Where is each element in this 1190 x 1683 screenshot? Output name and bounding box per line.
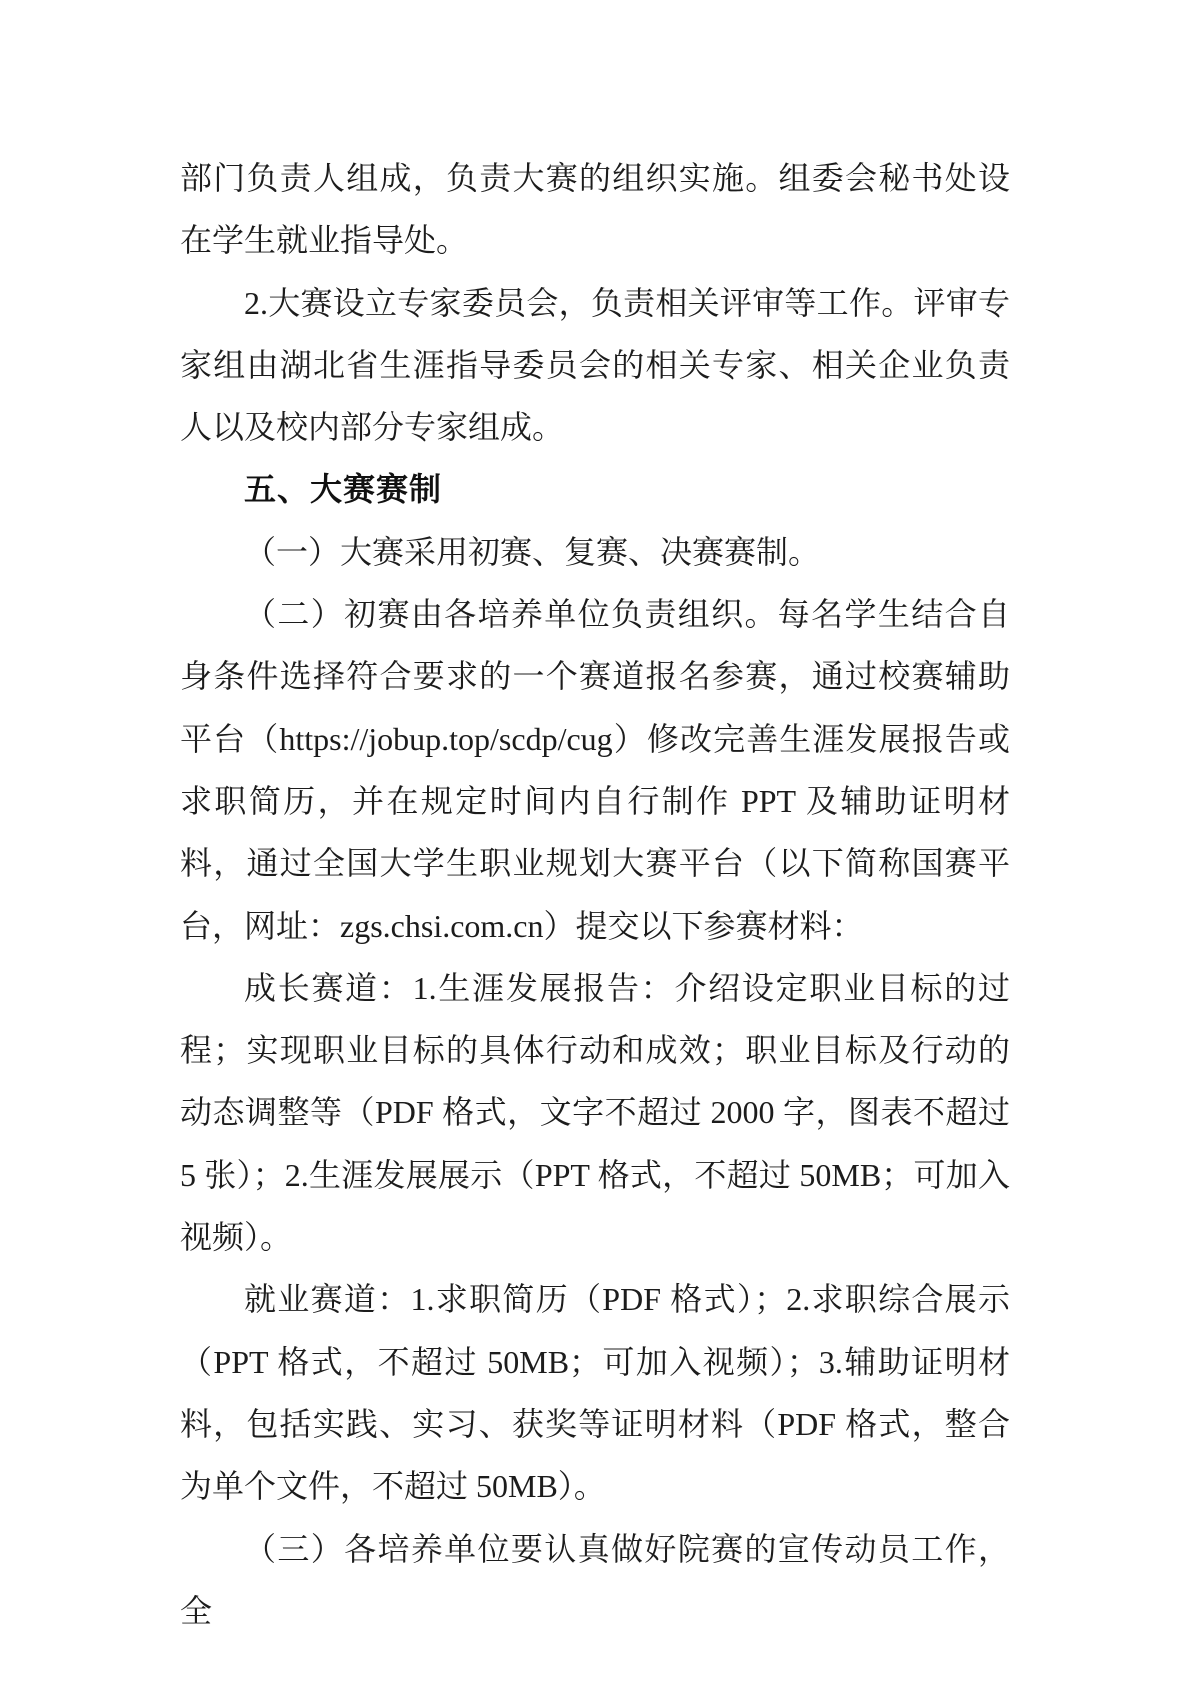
paragraph-expert-committee: 2.大赛设立专家委员会，负责相关评审等工作。评审专家组由湖北省生涯指导委员会的相关专家、相关企业负责人以及校内部分专家组成。 <box>180 284 1010 446</box>
paragraph-rounds: （一）大赛采用初赛、复赛、决赛赛制。 <box>244 533 821 570</box>
paragraph-mobilization-cutoff: （三）各培养单位要认真做好院赛的宣传动员工作，全 <box>180 1530 1010 1629</box>
section-heading-competition-format: 五、大赛赛制 <box>244 471 443 508</box>
paragraph-committee-continuation: 部门负责人组成，负责大赛的组织实施。组委会秘书处设在学生就业指导处。 <box>180 160 1010 259</box>
paragraph-preliminary-round: （二）初赛由各培养单位负责组织。每名学生结合自身条件选择符合要求的一个赛道报名参赛，通过校赛辅助平台（https://jobup.top/scdp/cug）修改完善生涯发展报告或求职简历，并在规定时间内自行制作 PPT 及辅助证明材料，通过全国大学生职业规划大赛平台（以下简称国赛平台，网址：zgs.chsi.com.cn）提交以下参赛材料： <box>180 596 1010 944</box>
paragraph-employment-track: 就业赛道：1.求职简历（PDF 格式）；2.求职综合展示（PPT 格式，不超过 50MB；可加入视频）；3.辅助证明材料，包括实践、实习、获奖等证明材料（PDF 格式，整合为单个文件，不超过 50MB）。 <box>180 1281 1010 1505</box>
document-body <box>180 147 1010 1642</box>
paragraph-growth-track: 成长赛道：1.生涯发展报告：介绍设定职业目标的过程；实现职业目标的具体行动和成效；职业目标及行动的动态调整等（PDF 格式，文字不超过 2000 字，图表不超过 5 张）；2.生涯发展展示（PPT 格式，不超过 50MB；可加入视频）。 <box>180 969 1010 1256</box>
